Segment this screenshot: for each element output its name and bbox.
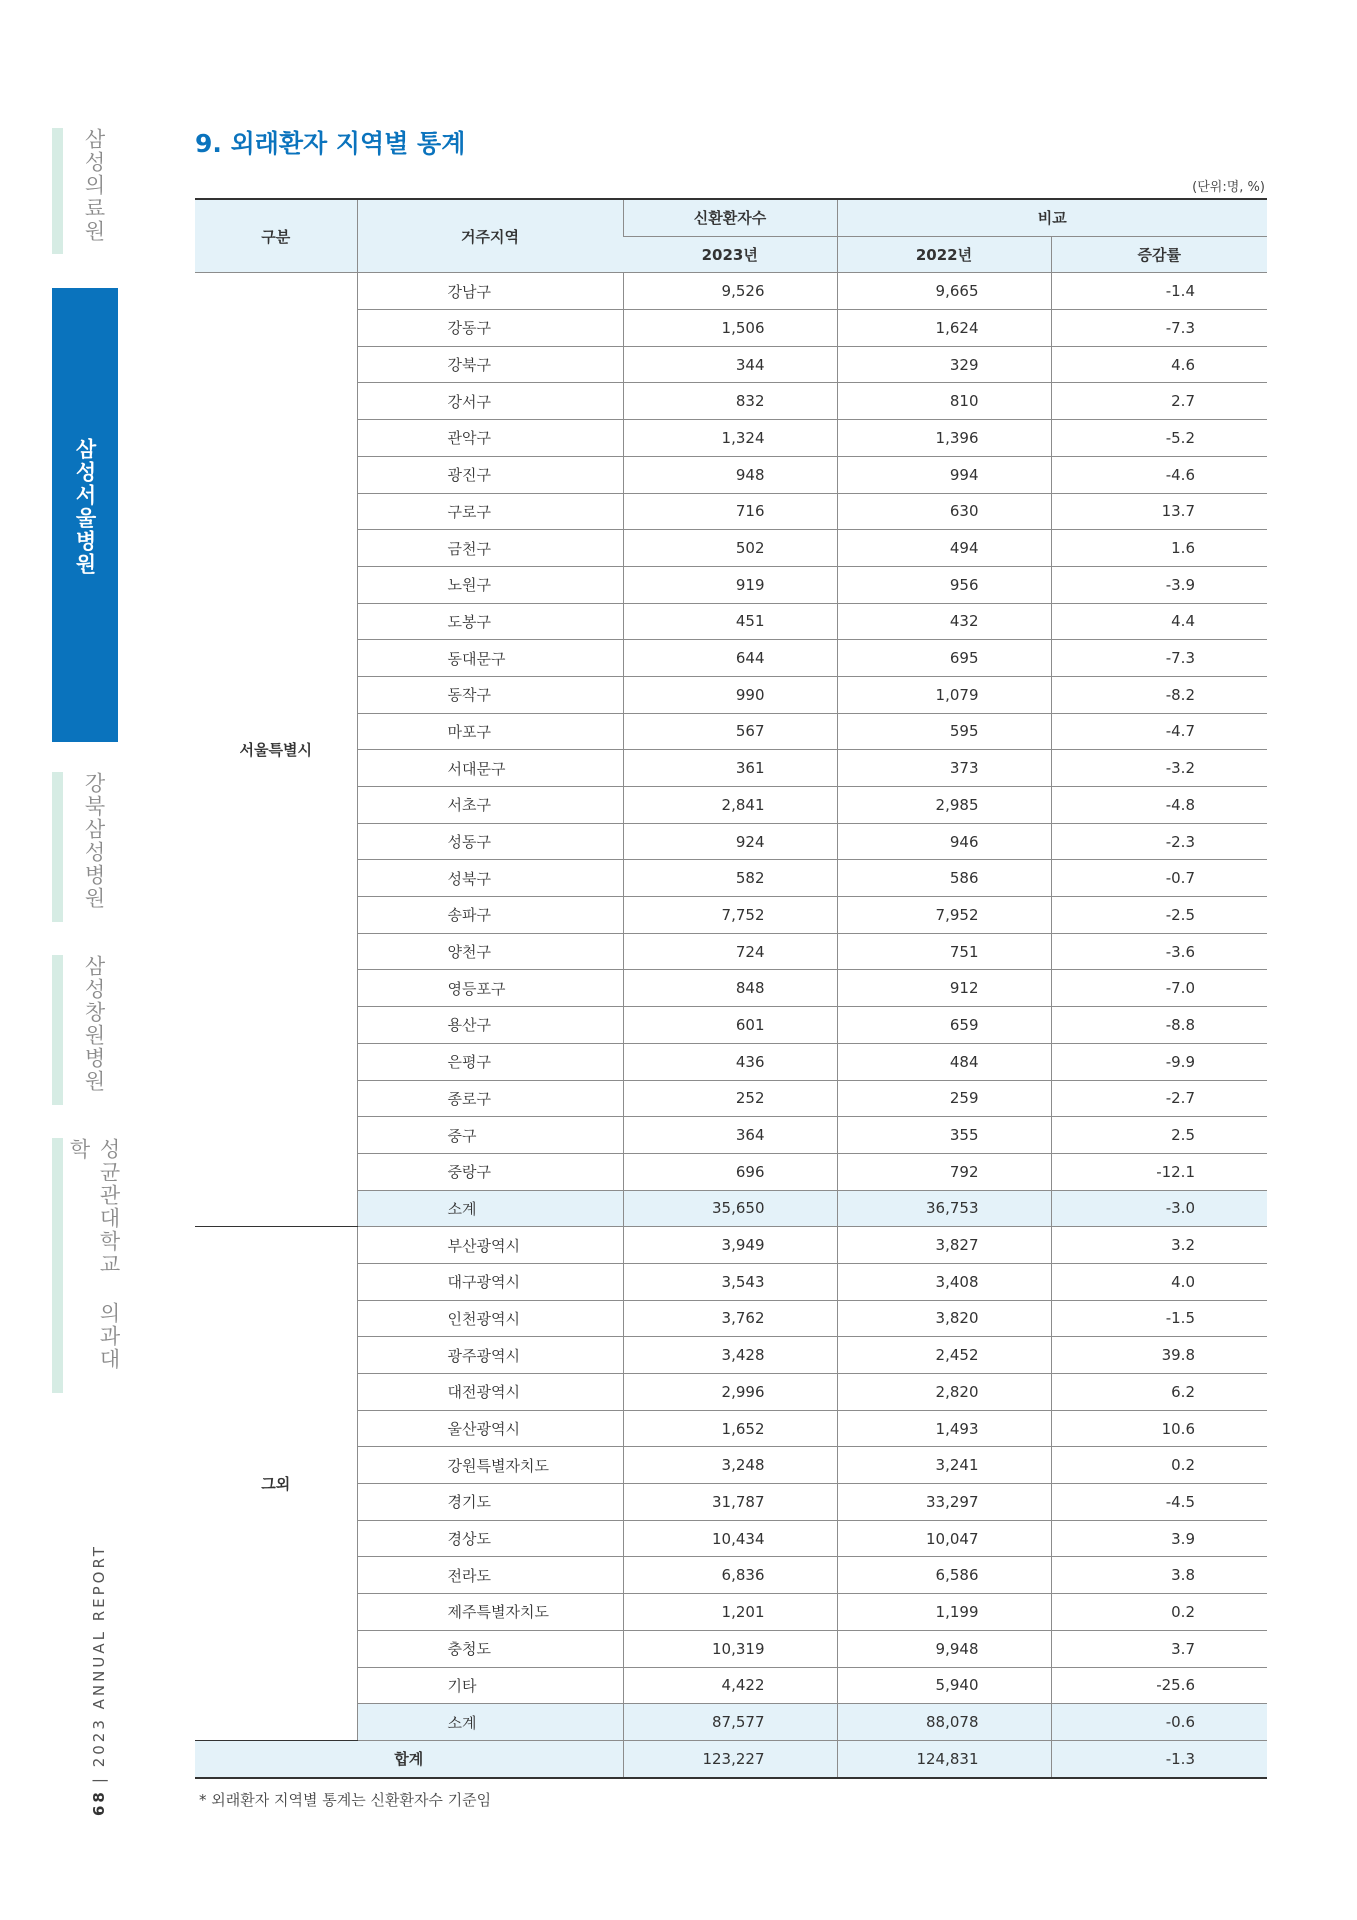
region-cell: 동대문구 xyxy=(357,640,623,677)
table-row xyxy=(195,1227,1267,1264)
value-2022-cell: 5,940 xyxy=(837,1667,1051,1704)
region-cell: 제주특별자치도 xyxy=(357,1594,623,1631)
change-rate-cell: -4.7 xyxy=(1051,713,1267,750)
total-2022-cell: 124,831 xyxy=(837,1740,1051,1777)
side-tab-label: 성균관대학교 의과대학 xyxy=(67,1138,121,1371)
value-2022-cell: 3,408 xyxy=(837,1263,1051,1300)
change-rate-cell: -3.9 xyxy=(1051,566,1267,603)
side-tab-label: 강북삼성병원 xyxy=(82,772,106,910)
value-2022-cell: 1,079 xyxy=(837,676,1051,713)
change-rate-cell: 4.6 xyxy=(1051,346,1267,383)
side-tab-bar xyxy=(52,955,63,1105)
value-2022-cell: 1,624 xyxy=(837,310,1051,347)
region-stats-table xyxy=(195,198,1267,1779)
header-new-patients: 신환환자수 xyxy=(623,199,837,236)
value-2023-cell: 3,949 xyxy=(623,1227,837,1264)
separator: | xyxy=(90,1767,108,1784)
value-2022-cell: 956 xyxy=(837,566,1051,603)
region-cell: 도봉구 xyxy=(357,603,623,640)
value-2022-cell: 1,396 xyxy=(837,420,1051,457)
change-rate-cell: 3.7 xyxy=(1051,1630,1267,1667)
value-2022-cell: 33,297 xyxy=(837,1484,1051,1521)
value-2023-cell: 924 xyxy=(623,823,837,860)
value-2022-cell: 695 xyxy=(837,640,1051,677)
subtotal-2023-cell: 35,650 xyxy=(623,1190,837,1227)
value-2023-cell: 451 xyxy=(623,603,837,640)
region-cell: 중랑구 xyxy=(357,1153,623,1190)
value-2022-cell: 329 xyxy=(837,346,1051,383)
footer-report xyxy=(90,1544,114,1816)
value-2023-cell: 724 xyxy=(623,933,837,970)
subtotal-2022-cell: 88,078 xyxy=(837,1704,1051,1741)
header-change: 증감률 xyxy=(1051,236,1267,273)
value-2023-cell: 832 xyxy=(623,383,837,420)
region-cell: 강동구 xyxy=(357,310,623,347)
unit-label: (단위:명, %) xyxy=(1192,180,1265,195)
region-cell: 전라도 xyxy=(357,1557,623,1594)
region-cell: 금천구 xyxy=(357,530,623,567)
subtotal-change-cell: -3.0 xyxy=(1051,1190,1267,1227)
change-rate-cell: 0.2 xyxy=(1051,1594,1267,1631)
side-tab-label: 삼성의료원 xyxy=(82,128,106,243)
change-rate-cell: -3.2 xyxy=(1051,750,1267,787)
value-2023-cell: 567 xyxy=(623,713,837,750)
value-2023-cell: 948 xyxy=(623,456,837,493)
region-cell: 대전광역시 xyxy=(357,1374,623,1411)
change-rate-cell: -7.3 xyxy=(1051,310,1267,347)
change-rate-cell: -4.6 xyxy=(1051,456,1267,493)
total-row xyxy=(195,1740,1267,1777)
region-cell: 종로구 xyxy=(357,1080,623,1117)
value-2023-cell: 644 xyxy=(623,640,837,677)
group-label: 그외 xyxy=(195,1227,357,1741)
region-cell: 영등포구 xyxy=(357,970,623,1007)
page-title: 9. 외래환자 지역별 통계 xyxy=(195,129,466,158)
value-2022-cell: 373 xyxy=(837,750,1051,787)
value-2023-cell: 716 xyxy=(623,493,837,530)
region-cell: 서초구 xyxy=(357,787,623,824)
value-2023-cell: 10,319 xyxy=(623,1630,837,1667)
value-2022-cell: 6,586 xyxy=(837,1557,1051,1594)
side-tab-bar xyxy=(52,128,63,254)
value-2023-cell: 3,543 xyxy=(623,1263,837,1300)
region-cell: 성북구 xyxy=(357,860,623,897)
value-2023-cell: 7,752 xyxy=(623,897,837,934)
change-rate-cell: -3.6 xyxy=(1051,933,1267,970)
region-cell: 양천구 xyxy=(357,933,623,970)
region-cell: 강서구 xyxy=(357,383,623,420)
value-2023-cell: 3,428 xyxy=(623,1337,837,1374)
value-2023-cell: 361 xyxy=(623,750,837,787)
value-2023-cell: 2,996 xyxy=(623,1374,837,1411)
side-tab-skku-medicine[interactable] xyxy=(52,1138,121,1393)
side-tab-samsung-changwon-hospital[interactable] xyxy=(52,955,118,1105)
value-2023-cell: 3,762 xyxy=(623,1300,837,1337)
region-cell: 강남구 xyxy=(357,273,623,310)
footer-report-text xyxy=(90,1544,114,1816)
side-tab-bar xyxy=(52,1138,63,1393)
subtotal-change-cell: -0.6 xyxy=(1051,1704,1267,1741)
change-rate-cell: -7.0 xyxy=(1051,970,1267,1007)
value-2022-cell: 3,241 xyxy=(837,1447,1051,1484)
value-2023-cell: 1,506 xyxy=(623,310,837,347)
value-2023-cell: 344 xyxy=(623,346,837,383)
region-cell: 구로구 xyxy=(357,493,623,530)
change-rate-cell: -2.5 xyxy=(1051,897,1267,934)
change-rate-cell: -4.8 xyxy=(1051,787,1267,824)
change-rate-cell: -8.2 xyxy=(1051,676,1267,713)
region-cell: 동작구 xyxy=(357,676,623,713)
value-2023-cell: 1,652 xyxy=(623,1410,837,1447)
region-cell: 관악구 xyxy=(357,420,623,457)
value-2023-cell: 919 xyxy=(623,566,837,603)
value-2022-cell: 2,820 xyxy=(837,1374,1051,1411)
value-2023-cell: 2,841 xyxy=(623,787,837,824)
change-rate-cell: -2.3 xyxy=(1051,823,1267,860)
change-rate-cell: -4.5 xyxy=(1051,1484,1267,1521)
header-category: 구분 xyxy=(195,199,357,273)
value-2023-cell: 582 xyxy=(623,860,837,897)
value-2023-cell: 252 xyxy=(623,1080,837,1117)
change-rate-cell: 2.7 xyxy=(1051,383,1267,420)
region-cell: 은평구 xyxy=(357,1043,623,1080)
change-rate-cell: 2.5 xyxy=(1051,1117,1267,1154)
region-cell: 부산광역시 xyxy=(357,1227,623,1264)
change-rate-cell: 39.8 xyxy=(1051,1337,1267,1374)
value-2022-cell: 484 xyxy=(837,1043,1051,1080)
region-cell: 광진구 xyxy=(357,456,623,493)
region-cell: 인천광역시 xyxy=(357,1300,623,1337)
change-rate-cell: -12.1 xyxy=(1051,1153,1267,1190)
value-2023-cell: 436 xyxy=(623,1043,837,1080)
region-cell: 송파구 xyxy=(357,897,623,934)
change-rate-cell: 4.0 xyxy=(1051,1263,1267,1300)
region-cell: 용산구 xyxy=(357,1007,623,1044)
value-2023-cell: 4,422 xyxy=(623,1667,837,1704)
change-rate-cell: -1.4 xyxy=(1051,273,1267,310)
value-2023-cell: 364 xyxy=(623,1117,837,1154)
page-number: 68 xyxy=(90,1789,108,1816)
header-compare: 비교 xyxy=(837,199,1267,236)
region-cell: 성동구 xyxy=(357,823,623,860)
change-rate-cell: 4.4 xyxy=(1051,603,1267,640)
value-2022-cell: 3,827 xyxy=(837,1227,1051,1264)
footnote: * 외래환자 지역별 통계는 신환환자수 기준임 xyxy=(199,1791,492,1809)
value-2022-cell: 994 xyxy=(837,456,1051,493)
side-tab-samsung-seoul-hospital[interactable] xyxy=(52,288,118,742)
region-cell: 강북구 xyxy=(357,346,623,383)
region-cell: 광주광역시 xyxy=(357,1337,623,1374)
subtotal-label: 소계 xyxy=(357,1190,623,1227)
value-2023-cell: 502 xyxy=(623,530,837,567)
header-2023: 2023년 xyxy=(623,236,837,273)
value-2022-cell: 586 xyxy=(837,860,1051,897)
value-2023-cell: 9,526 xyxy=(623,273,837,310)
change-rate-cell: 13.7 xyxy=(1051,493,1267,530)
region-cell: 경상도 xyxy=(357,1520,623,1557)
table-row xyxy=(195,273,1267,310)
value-2022-cell: 494 xyxy=(837,530,1051,567)
value-2023-cell: 6,836 xyxy=(623,1557,837,1594)
value-2022-cell: 9,948 xyxy=(837,1630,1051,1667)
value-2023-cell: 10,434 xyxy=(623,1520,837,1557)
value-2022-cell: 432 xyxy=(837,603,1051,640)
region-cell: 충청도 xyxy=(357,1630,623,1667)
change-rate-cell: -9.9 xyxy=(1051,1043,1267,1080)
side-tab-samsung-medical-center[interactable] xyxy=(52,128,118,254)
change-rate-cell: -1.5 xyxy=(1051,1300,1267,1337)
change-rate-cell: -0.7 xyxy=(1051,860,1267,897)
value-2023-cell: 3,248 xyxy=(623,1447,837,1484)
value-2022-cell: 792 xyxy=(837,1153,1051,1190)
subtotal-2023-cell: 87,577 xyxy=(623,1704,837,1741)
report-name: 2023 ANNUAL REPORT xyxy=(90,1544,108,1768)
change-rate-cell: -25.6 xyxy=(1051,1667,1267,1704)
value-2023-cell: 990 xyxy=(623,676,837,713)
side-tab-kangbuk-samsung-hospital[interactable] xyxy=(52,772,118,922)
change-rate-cell: 3.9 xyxy=(1051,1520,1267,1557)
change-rate-cell: 3.2 xyxy=(1051,1227,1267,1264)
value-2022-cell: 595 xyxy=(837,713,1051,750)
change-rate-cell: 10.6 xyxy=(1051,1410,1267,1447)
subtotal-label: 소계 xyxy=(357,1704,623,1741)
value-2022-cell: 1,199 xyxy=(837,1594,1051,1631)
group-label: 서울특별시 xyxy=(195,273,357,1227)
change-rate-cell: 3.8 xyxy=(1051,1557,1267,1594)
region-cell: 기타 xyxy=(357,1667,623,1704)
value-2022-cell: 7,952 xyxy=(837,897,1051,934)
change-rate-cell: 1.6 xyxy=(1051,530,1267,567)
side-tab-bar xyxy=(52,772,63,922)
change-rate-cell: -5.2 xyxy=(1051,420,1267,457)
value-2022-cell: 630 xyxy=(837,493,1051,530)
value-2022-cell: 2,985 xyxy=(837,787,1051,824)
region-cell: 서대문구 xyxy=(357,750,623,787)
change-rate-cell: -2.7 xyxy=(1051,1080,1267,1117)
total-label: 합계 xyxy=(195,1740,623,1777)
total-change-cell: -1.3 xyxy=(1051,1740,1267,1777)
value-2023-cell: 1,324 xyxy=(623,420,837,457)
header-region: 거주지역 xyxy=(357,199,623,273)
value-2023-cell: 848 xyxy=(623,970,837,1007)
value-2022-cell: 355 xyxy=(837,1117,1051,1154)
value-2022-cell: 2,452 xyxy=(837,1337,1051,1374)
value-2023-cell: 31,787 xyxy=(623,1484,837,1521)
change-rate-cell: 0.2 xyxy=(1051,1447,1267,1484)
value-2022-cell: 9,665 xyxy=(837,273,1051,310)
side-tab-label: 삼성서울병원 xyxy=(73,438,97,576)
value-2022-cell: 259 xyxy=(837,1080,1051,1117)
value-2022-cell: 1,493 xyxy=(837,1410,1051,1447)
value-2022-cell: 3,820 xyxy=(837,1300,1051,1337)
value-2023-cell: 1,201 xyxy=(623,1594,837,1631)
side-tab-label: 삼성창원병원 xyxy=(82,955,106,1093)
region-cell: 대구광역시 xyxy=(357,1263,623,1300)
change-rate-cell: 6.2 xyxy=(1051,1374,1267,1411)
table-body xyxy=(195,273,1267,1778)
value-2022-cell: 946 xyxy=(837,823,1051,860)
total-2023-cell: 123,227 xyxy=(623,1740,837,1777)
value-2022-cell: 10,047 xyxy=(837,1520,1051,1557)
subtotal-2022-cell: 36,753 xyxy=(837,1190,1051,1227)
value-2022-cell: 912 xyxy=(837,970,1051,1007)
region-cell: 노원구 xyxy=(357,566,623,603)
region-cell: 마포구 xyxy=(357,713,623,750)
change-rate-cell: -7.3 xyxy=(1051,640,1267,677)
value-2022-cell: 659 xyxy=(837,1007,1051,1044)
value-2022-cell: 751 xyxy=(837,933,1051,970)
region-cell: 강원특별자치도 xyxy=(357,1447,623,1484)
region-cell: 울산광역시 xyxy=(357,1410,623,1447)
value-2022-cell: 810 xyxy=(837,383,1051,420)
value-2023-cell: 601 xyxy=(623,1007,837,1044)
change-rate-cell: -8.8 xyxy=(1051,1007,1267,1044)
value-2023-cell: 696 xyxy=(623,1153,837,1190)
header-2022: 2022년 xyxy=(837,236,1051,273)
region-cell: 중구 xyxy=(357,1117,623,1154)
region-cell: 경기도 xyxy=(357,1484,623,1521)
